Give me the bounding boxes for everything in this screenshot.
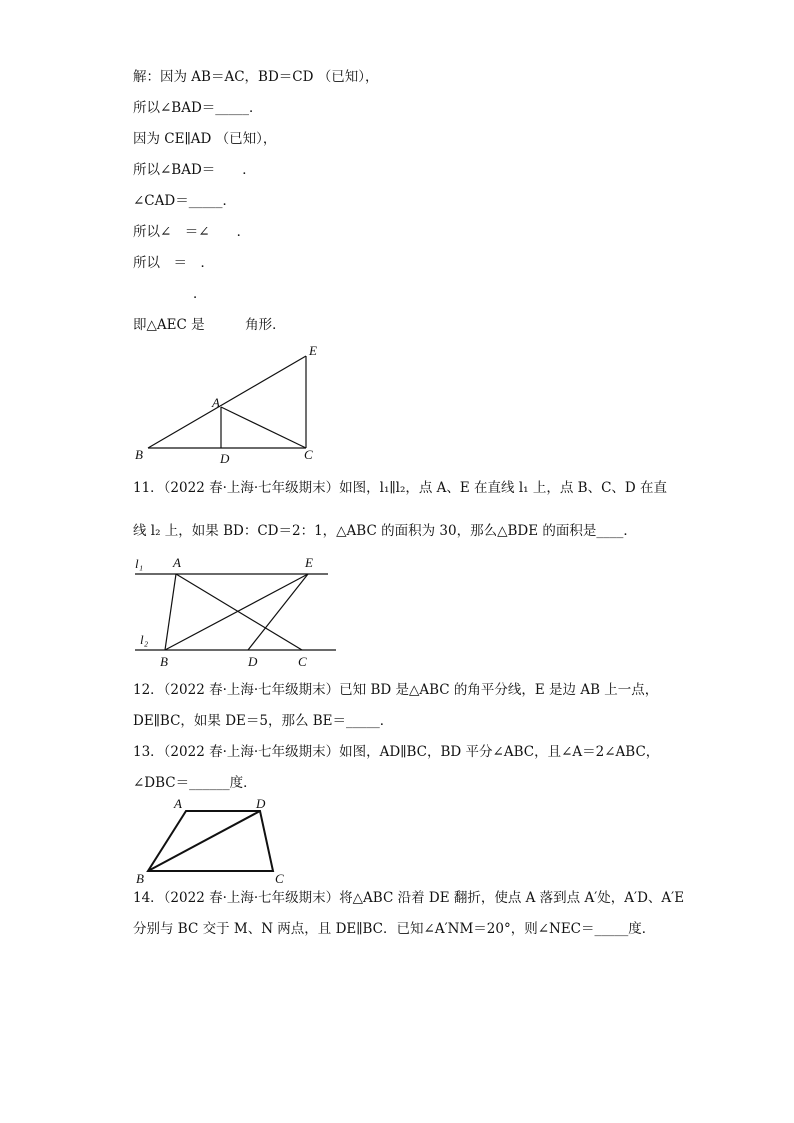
fig1-label-a: A	[212, 395, 220, 410]
solution-line-6: 所以∠ ＝∠ ．	[133, 224, 251, 240]
solution-line-2: 所以∠BAD＝_____．	[133, 100, 263, 116]
fig3-label-d: D	[256, 796, 266, 811]
q13-line-1: 13．（2022 春·上海·七年级期末）如图，AD∥BC，BD 平分∠ABC，且∠A＝2∠ABC，	[133, 744, 660, 760]
q12-line-1: 12．（2022 春·上海·七年级期末）已知 BD 是△ABC 的角平分线，E 是边 AB 上一点，	[133, 682, 659, 698]
q12-line-2: DE∥BC，如果 DE＝5，那么 BE＝_____．	[133, 713, 394, 729]
solution-line-4: 所以∠BAD＝ ．	[133, 162, 256, 178]
fig1-label-d: D	[220, 451, 230, 465]
fig2-label-a: A	[173, 555, 181, 570]
fig3-label-c: C	[275, 871, 284, 885]
q14-line-2: 分别与 BC 交于 M、N 两点，且 DE∥BC．已知∠A′NM＝20°，则∠NEC＝_____度．	[133, 921, 656, 937]
fig2-label-c: C	[298, 654, 307, 669]
solution-line-8: ．	[193, 286, 207, 302]
fig1-label-b: B	[135, 447, 143, 462]
figure-parallel-lines	[130, 552, 345, 672]
fig1-label-e: E	[309, 343, 317, 358]
solution-line-1: 解：因为 AB＝AC，BD＝CD （已知），	[133, 69, 379, 85]
fig1-label-c: C	[304, 447, 313, 462]
fig2-label-l1: l₁	[135, 556, 144, 571]
fig2-label-d: D	[248, 654, 258, 669]
solution-line-5: ∠CAD＝_____．	[133, 193, 236, 209]
q11-line-2: 线 l₂ 上，如果 BD：CD＝2：1，△ABC 的面积为 30，那么△BDE 的面积是____．	[133, 523, 637, 539]
q13-line-2: ∠DBC＝______度．	[133, 775, 257, 791]
fig3-label-b: B	[136, 871, 144, 885]
q11-line-1: 11．（2022 春·上海·七年级期末）如图，l₁∥l₂，点 A、E 在直线 l₁ 上，点 B、C、D 在直	[133, 480, 668, 496]
fig2-label-b: B	[160, 654, 168, 669]
fig3-label-a: A	[174, 796, 182, 811]
q14-line-1: 14．（2022 春·上海·七年级期末）将△ABC 沿着 DE 翻折，使点 A 落到点 A′处，A′D、A′E	[133, 890, 685, 906]
solution-line-9: 即△AEC 是 角形．	[133, 317, 286, 333]
fig2-label-e: E	[305, 555, 313, 570]
solution-line-3: 因为 CE∥AD （已知），	[133, 131, 277, 147]
figure-triangle-aec	[130, 340, 330, 465]
fig2-label-l2: l₂	[140, 632, 149, 647]
figure-trapezoid	[130, 795, 290, 885]
solution-line-7: 所以 ＝ ．	[133, 255, 214, 271]
